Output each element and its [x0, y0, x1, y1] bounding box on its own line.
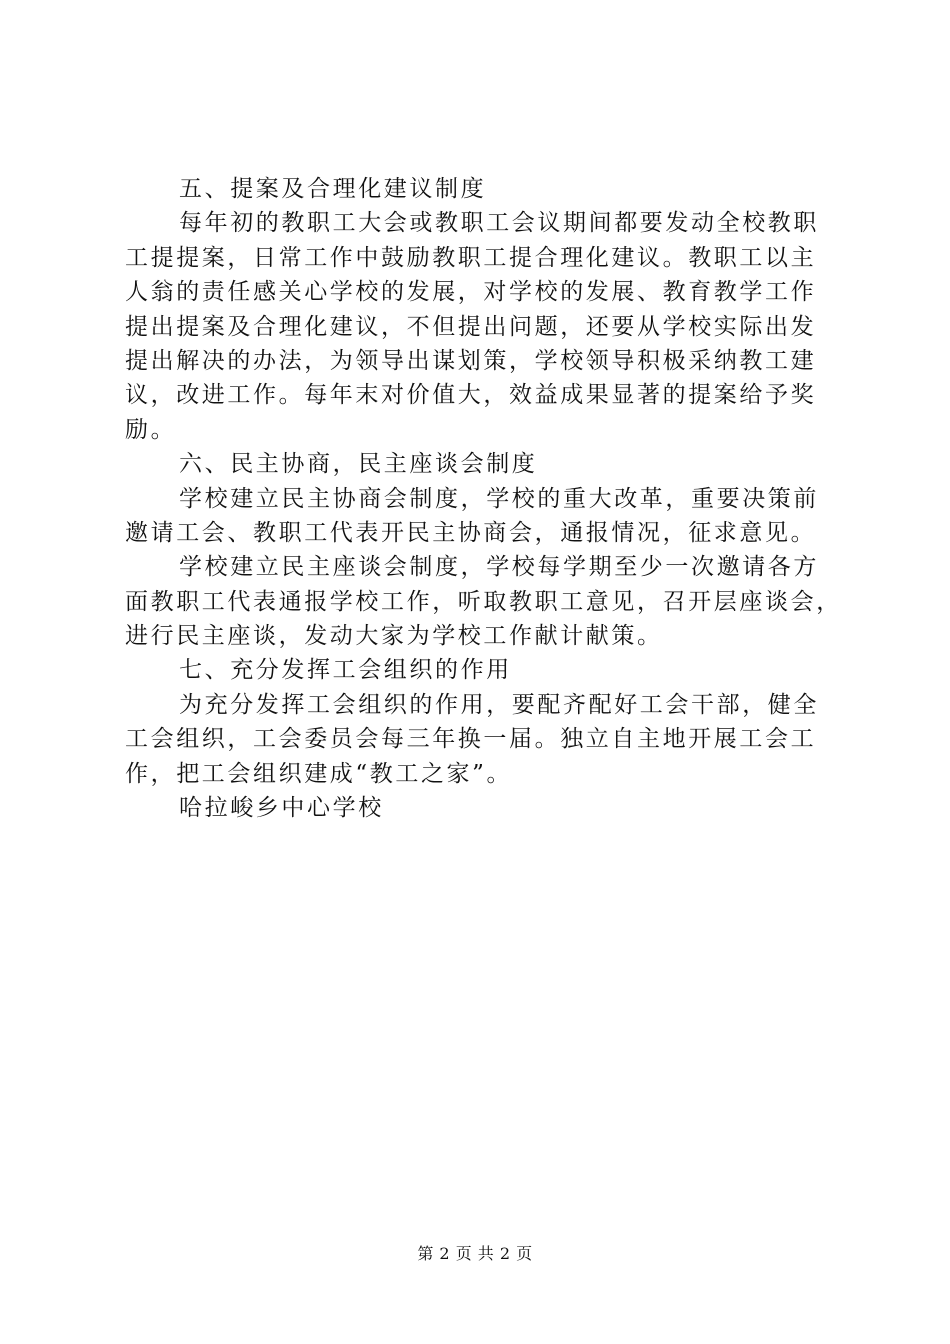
- page-footer: 第 2 页 共 2 页: [417, 1244, 533, 1263]
- text-line: 提出解决的办法，为领导出谋划策，学校领导积极采纳教工建: [125, 347, 817, 374]
- text-line: 学校建立民主协商会制度，学校的重大改革，重要决策前: [179, 485, 819, 512]
- text-line: 学校建立民主座谈会制度，学校每学期至少一次邀请各方: [179, 554, 819, 581]
- text-line: 作，把工会组织建成“教工之家”。: [125, 760, 513, 787]
- document-body: [125, 172, 845, 825]
- text-line: 进行民主座谈，发动大家为学校工作献计献策。: [125, 623, 663, 650]
- text-line: 议，改进工作。每年末对价值大，效益成果显著的提案给予奖: [125, 382, 817, 409]
- text-line: 提出提案及合理化建议，不但提出问题，还要从学校实际出发: [125, 313, 817, 340]
- text-line: 邀请工会、教职工代表开民主协商会，通报情况，征求意见。: [125, 519, 817, 546]
- text-line: 面教职工代表通报学校工作，听取教职工意见，召开层座谈会，: [125, 588, 842, 615]
- text-line: 工提提案，日常工作中鼓励教职工提合理化建议。教职工以主: [125, 244, 817, 271]
- text-line: 哈拉峻乡中心学校: [179, 795, 384, 822]
- text-line: 五、提案及合理化建议制度: [179, 176, 487, 202]
- text-line: 人翁的责任感关心学校的发展，对学校的发展、教育教学工作: [125, 279, 817, 306]
- text-line: 每年初的教职工大会或教职工会议期间都要发动全校教职: [179, 210, 819, 237]
- text-line: 励。: [125, 416, 177, 443]
- text-line: 为充分发挥工会组织的作用，要配齐配好工会干部，健全: [179, 691, 819, 718]
- text-line: 工会组织，工会委员会每三年换一届。独立自主地开展工会工: [125, 726, 817, 753]
- text-line: 七、充分发挥工会组织的作用: [179, 657, 512, 684]
- text-line: 六、民主协商，民主座谈会制度: [179, 451, 538, 478]
